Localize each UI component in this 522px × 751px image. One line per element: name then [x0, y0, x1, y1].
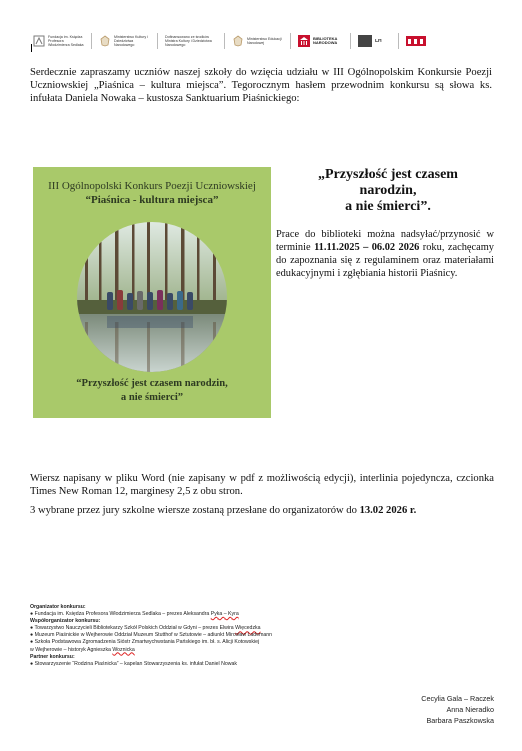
logo-fundacja: Fundacja im. Księdza Profesora Włodzimierza Sedlaka — [30, 31, 87, 51]
submission-dates: 11.11.2025 – 06.02 2026 — [314, 242, 420, 253]
logo-divider — [157, 33, 158, 49]
submission-paragraph: Prace do biblioteki można nadsyłać/przynosić w terminie 11.11.2025 – 06.02 2026 roku, zachęcamy do zapoznania się z regulaminem oraz materiałami edukacyjnymi i zgłębiania historii Piaśnicy. — [276, 229, 494, 279]
signatures — [374, 693, 494, 726]
text-cursor — [31, 44, 32, 52]
logo-divider — [350, 33, 351, 49]
logo-program: Dofinansowano ze środków Ministra Kultury i Dziedzictwa Narodowego — [165, 35, 212, 47]
signature-name: Anna Nieradko — [446, 705, 494, 714]
logo-mkidn: Ministerstwo Kultury i Dziedzictwa Narodowego — [96, 31, 153, 51]
intro-paragraph: Serdecznie zapraszamy uczniów naszej szkoły do wzięcia udziału w III Ogólnopolskim Konkursie Poezji Uczniowskiej „Piaśnica – kultura miejsca”. Tegorocznym hasłem przewodnim konkursu są słowa ks. infułata Daniela Nowaka – kustosza Sanktuarium Piaśnickiego: — [30, 67, 492, 104]
lh-logo-icon — [358, 35, 372, 47]
poster-subtitle: “Piaśnica - kultura miejsca” — [85, 194, 219, 206]
logo-divider — [224, 33, 225, 49]
contest-poster — [33, 167, 271, 418]
logo-strip — [30, 30, 492, 52]
organizers-block: Organizator konkursu: ● Fundacja im. Księdza Profesora Włodzimierza Sedlaka – prezes Aleksandra Pyka – Kyra Współorganizator konkursu: ● Towarzystwo Nauczycieli Bibliotekarzy Szkół Polskich Oddział w Gdyni – prezes Elwira Więcedzka ● Muzeum Piaśnickie w Wejherowie Oddział Muzeum Stutthof w Sztutowie – adiunkt Mirosław Lademann ● Szkoła Podstawowa Zgromadzenia Sióstr Zmartwychwstania Pańskiego im. bł. s. Alicji Kotowskiej w Wejherowie – historyk Agnieszka Woznicka Partner konkursu: ● Stowarzyszenie “Rodzina Piaśnicka” – kapelan Stowarzyszenia ks. infułat Daniel Nowak — [30, 604, 273, 667]
logo-divider — [398, 33, 399, 49]
poster-quote: “Przyszłość jest czasem narodzin, a nie śmierci” — [76, 378, 228, 403]
logo-wk — [403, 31, 429, 51]
jury-paragraph: 3 wybrane przez jury szkolne wiersze zostaną przesłane do organizatorów do 13.02 2026 r. — [30, 505, 417, 516]
library-building-icon — [298, 35, 310, 47]
logo-bn: BIBLIOTEKA NARODOWA — [295, 31, 346, 51]
eagle-emblem-icon — [232, 35, 244, 47]
fundacja-logo-icon — [33, 35, 45, 47]
signature-name: Barbara Paszkowska — [426, 716, 494, 725]
motto-quote: „Przyszłość jest czasem narodzin, a nie śmierci”. — [318, 167, 458, 214]
format-rules: Wiersz napisany w pliku Word (nie zapisany w pdf z możliwością edycji), interlinia pojedyncza, czcionka Times New Roman 12, marginesy 2,5 z obu stron. — [30, 473, 494, 497]
eagle-emblem-icon — [99, 35, 111, 47]
signature-name: Cecylia Gala – Raczek — [421, 694, 494, 703]
poster-title: III Ogólnopolski Konkurs Poezji Uczniowskiej — [48, 180, 256, 192]
logo-divider — [91, 33, 92, 49]
logo-men: Ministerstwo Edukacji Narodowej — [229, 31, 286, 51]
logo-lh: LH — [355, 31, 394, 51]
forest-group-photo — [77, 222, 227, 372]
logo-divider — [290, 33, 291, 49]
jury-deadline: 13.02 2026 r. — [359, 505, 417, 516]
institution-logo-icon — [406, 36, 426, 46]
